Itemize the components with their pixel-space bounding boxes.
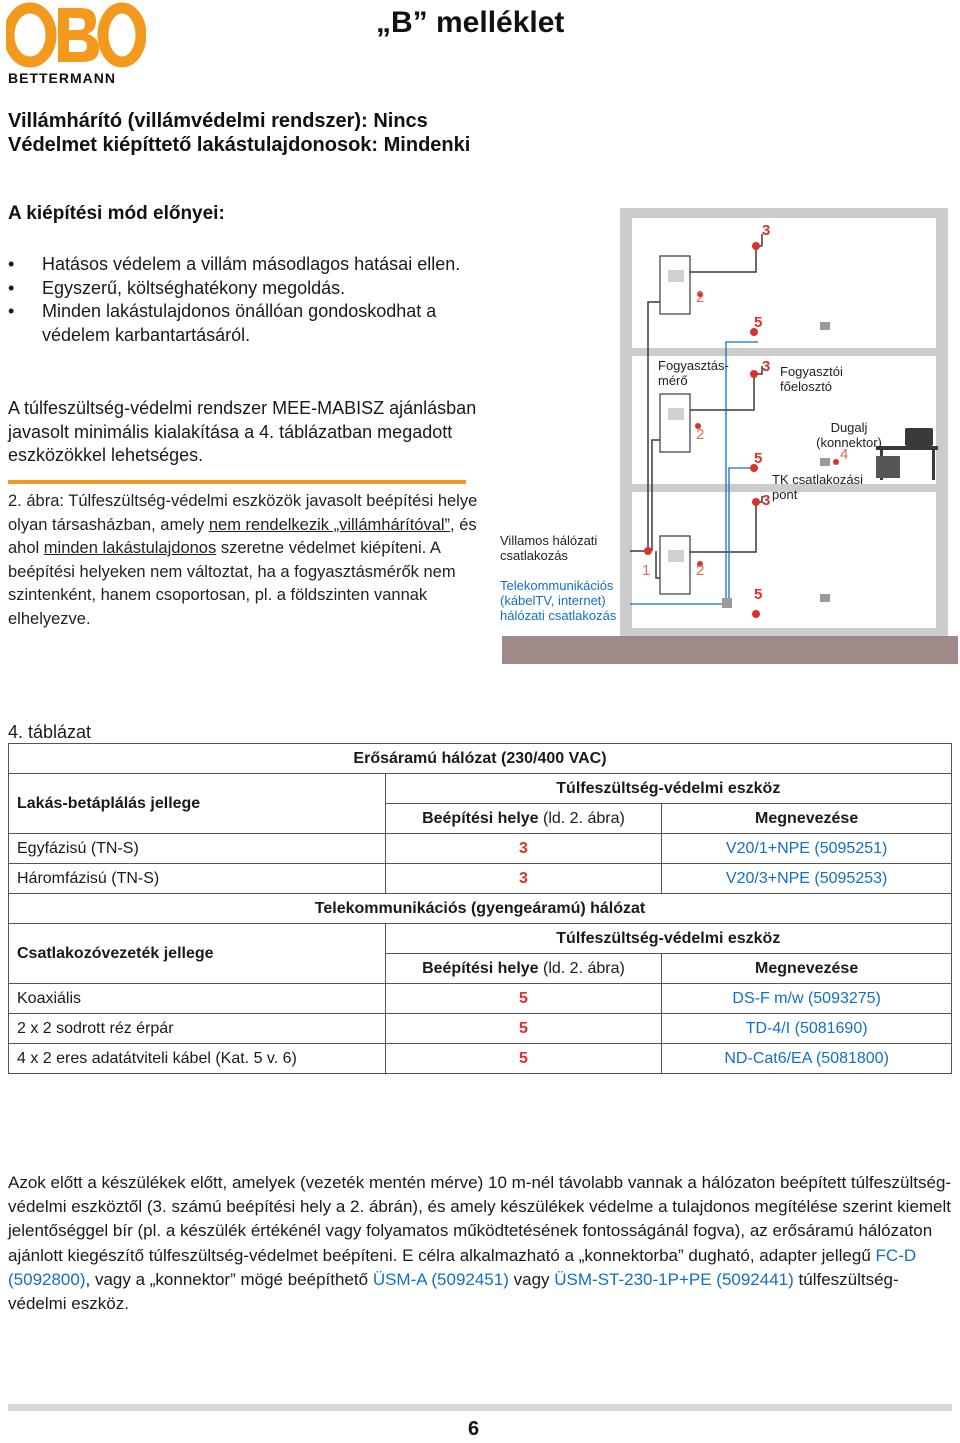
telecom-type-header: Csatlakozóvezeték jellege (9, 924, 386, 984)
product-link[interactable]: ND-Cat6/EA (5081800) (662, 1044, 952, 1074)
lightning-protection-line: Villámhárító (villámvédelmi rendszer): Nincs (8, 110, 428, 132)
power-connection-label: Villamos hálózati csatlakozás (500, 533, 598, 563)
table-cell: 3 (385, 834, 662, 864)
place-number-2: 2 (696, 562, 705, 579)
table-cell: Háromfázisú (TN-S) (9, 864, 386, 894)
socket-label: Dugalj (konnektor) (816, 420, 882, 450)
product-link[interactable]: DS-F m/w (5093275) (662, 984, 952, 1014)
product-link[interactable]: V20/1+NPE (5095251) (662, 834, 952, 864)
obo-logo (6, 2, 146, 84)
page-number: 6 (468, 1418, 480, 1440)
place-header-rest: (ld. 2. ábra) (538, 809, 625, 827)
place-number-5: 5 (754, 450, 763, 467)
telecom-device-group-header: Túlfeszültség-védelmi eszköz (385, 924, 951, 954)
place-header-bold: Beépítési helye (422, 809, 539, 827)
product-link[interactable]: V20/3+NPE (5095253) (662, 864, 952, 894)
place-header-rest: (ld. 2. ábra) (538, 959, 625, 977)
list-item: • Hatásos védelem a villám másodlagos hatásai ellen. (8, 253, 478, 277)
place-header-bold: Beépítési helye (422, 959, 539, 977)
power-name-header: Megnevezése (662, 804, 952, 834)
power-place-header (385, 804, 662, 834)
tk-point-label: TK csatlakozási pont (772, 472, 864, 502)
table-cell: 5 (385, 1044, 662, 1074)
usm-st-link[interactable]: ÜSM-ST-230-1P+PE (5092441) (554, 1269, 794, 1289)
table-cell: 3 (385, 864, 662, 894)
table-row (9, 924, 952, 954)
orange-divider (8, 480, 466, 484)
place-number-2: 2 (696, 289, 705, 306)
caption-underline: nem rendelkezik „villámhárítóval” (208, 515, 451, 534)
building-diagram (500, 206, 960, 666)
table-row (9, 1044, 952, 1074)
caption-text: 2. ábra: Túlfeszültség-védelmi eszközök javasolt beépítési helye olyan társasházban, amely (8, 492, 478, 534)
table-cell: 5 (385, 1014, 662, 1044)
table-cell: 5 (385, 984, 662, 1014)
intro-paragraph: A túlfeszültség-védelmi rendszer MEE-MABISZ ajánlásban javasolt minimális kialakítása a 4. táblázatban megadott eszközökkel lehetséges. (8, 398, 477, 465)
place-number-4: 4 (840, 446, 849, 463)
closing-text: vagy (508, 1269, 555, 1289)
table-row (9, 894, 952, 924)
footer-divider (8, 1404, 952, 1411)
place-number-2: 2 (696, 426, 705, 443)
table-row (9, 834, 952, 864)
list-item: • Minden lakástulajdonos önállóan gondoskodhat a védelem karbantartásáról. (8, 300, 478, 347)
owners-line: Védelmet kiépíttető lakástulajdonosok: Mindenki (8, 134, 471, 156)
brand-subtitle: BETTERMANN (8, 70, 116, 86)
caption-text: , és ahol (8, 515, 477, 557)
table-row (9, 984, 952, 1014)
telecom-place-header (385, 954, 662, 984)
table-row (9, 774, 952, 804)
closing-text: túlfeszültség-védelmi eszköz. (8, 1269, 899, 1314)
distribution-label: Fogyasztói főelosztó (780, 364, 843, 394)
place-number-1: 1 (642, 562, 651, 579)
telecom-section-header: Telekommunikációs (gyengeáramú) hálózat (9, 894, 952, 924)
advantages-heading: A kiépítési mód előnyei: (8, 203, 225, 224)
table-row (9, 744, 952, 774)
table-cell: 4 x 2 eres adatátviteli kábel (Kat. 5 v. 6) (9, 1044, 386, 1074)
protection-devices-table (8, 743, 952, 1074)
power-section-header: Erősáramú hálózat (230/400 VAC) (9, 744, 952, 774)
closing-paragraph (8, 1171, 954, 1316)
table-label: 4. táblázat (8, 722, 92, 742)
table-cell: 2 x 2 sodrott réz érpár (9, 1014, 386, 1044)
place-number-5: 5 (754, 586, 763, 603)
table-row (9, 1014, 952, 1044)
place-number-3: 3 (762, 222, 771, 239)
advantages-list (8, 253, 478, 347)
usm-a-link[interactable]: ÜSM-A (5092451) (372, 1269, 509, 1289)
table-cell: Egyfázisú (TN-S) (9, 834, 386, 864)
place-number-3: 3 (762, 492, 771, 509)
list-item: • Egyszerű, költséghatékony megoldás. (8, 277, 478, 301)
obo-logo-mark (6, 2, 146, 68)
product-link[interactable]: TD-4/I (5081690) (662, 1014, 952, 1044)
caption-text: szeretne védelmet kiépíteni. A beépítési helyeken nem változtat, ha a fogyasztásmérők nem szintenként, hanem csoportosan, pl. a földszinten vannak elhelyezve. (8, 539, 456, 628)
figure-caption (8, 490, 478, 631)
telecom-name-header: Megnevezése (662, 954, 952, 984)
telecom-connection-label: Telekommunikációs (kábelTV, internet) hálózati csatlakozás (500, 578, 617, 623)
fc-d-link[interactable]: FC-D (5092800) (8, 1245, 917, 1289)
power-device-group-header: Túlfeszültség-védelmi eszköz (385, 774, 951, 804)
closing-text: Azok előtt a készülékek előtt, amelyek (vezeték mentén mérve) 10 m-nél távolabb vannak a hálózaton beépített túlfeszültség-védelmi eszköztől (3. számú beépítési hely a 2. ábrán), és amely készülékek védelme a tulajdonos megítélése szerint kiemelt jelentőséggel bír (pl. a készülék értékénél vagy folyamatos működtetésének fontosságánál fogva), az erősáramú hálózaton ajánlott kiegészítő túlfeszültség-védelmet beépíteni. E célra alkalmazható a „konnektorba” dugható, adapter jellegű (8, 1173, 952, 1265)
place-number-5: 5 (754, 314, 763, 331)
power-type-header: Lakás-betáplálás jellege (9, 774, 386, 834)
annex-title: „B” melléklet (376, 6, 565, 39)
table-row (9, 864, 952, 894)
closing-text: , vagy a „konnektor” mögé beépíthető (85, 1269, 373, 1289)
caption-underline: minden lakástulajdonos (43, 539, 217, 557)
place-number-3: 3 (762, 358, 771, 375)
meter-label: Fogyasztás- mérő (658, 358, 729, 388)
table-cell: Koaxiális (9, 984, 386, 1014)
